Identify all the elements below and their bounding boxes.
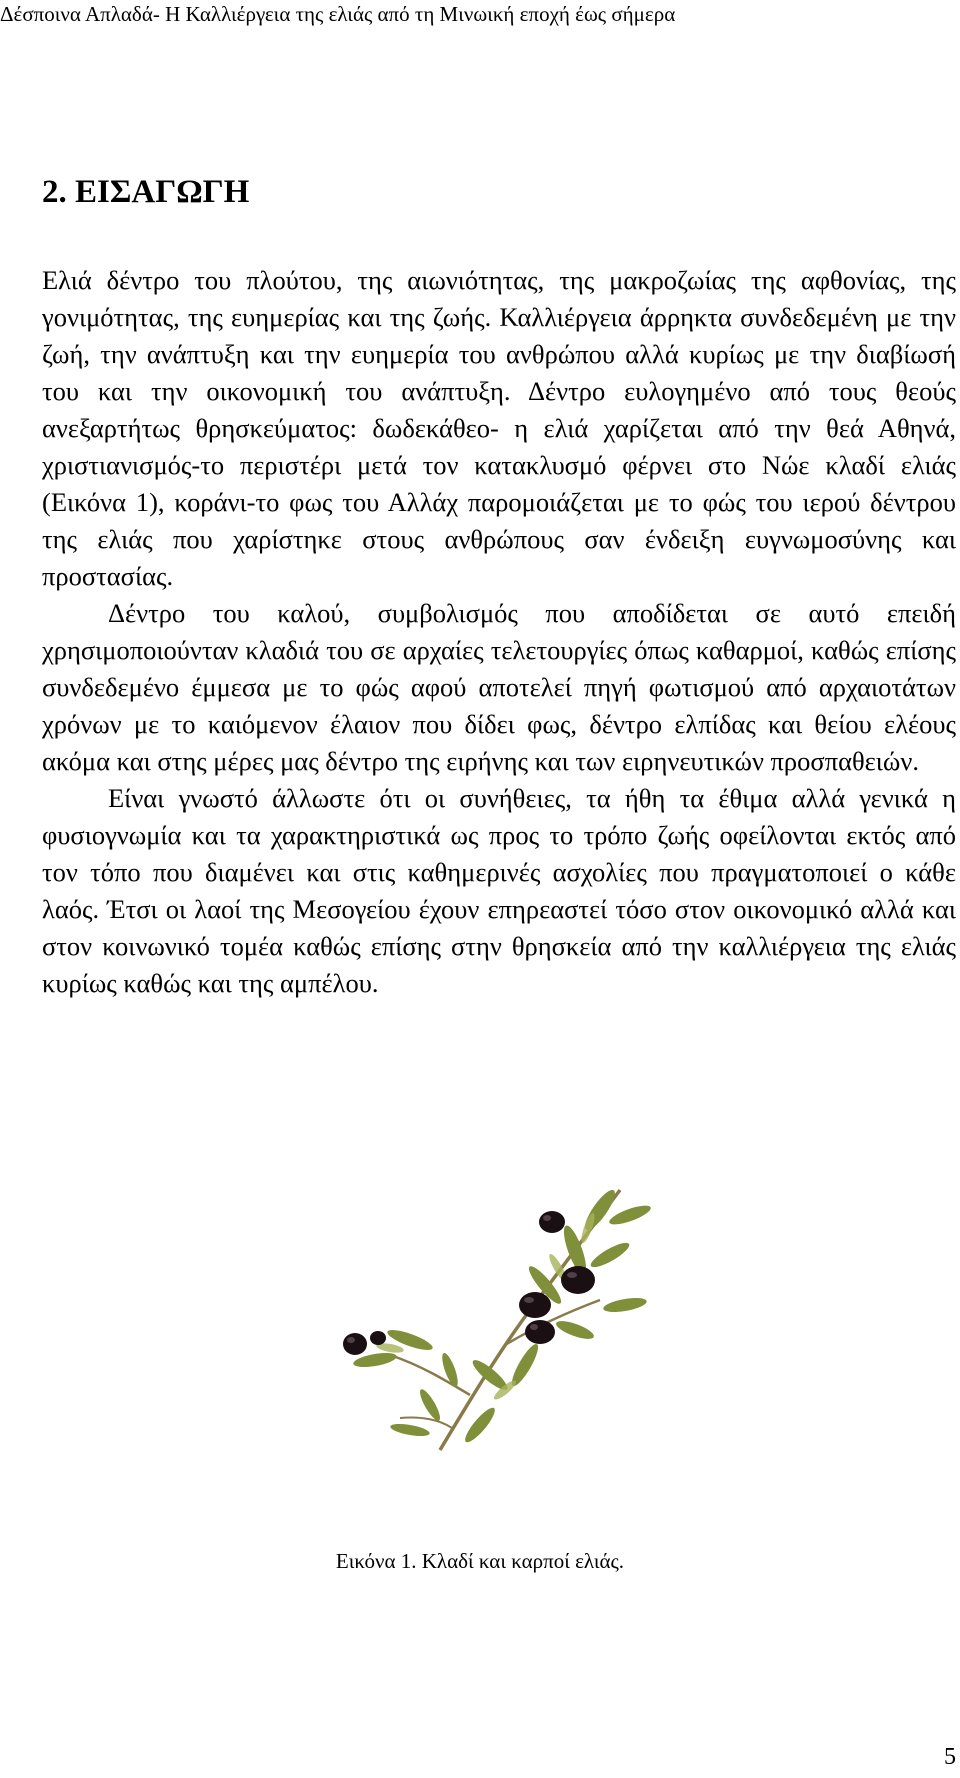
branch-twig-lower xyxy=(390,1355,470,1395)
olive-branch-figure xyxy=(330,1180,660,1470)
olive-fruit xyxy=(561,1266,595,1294)
running-header: Δέσποινα Απλαδά- Η Καλλιέργεια της ελιάς από τη Μινωική εποχή έως σήμερα xyxy=(0,2,676,26)
branch-stem xyxy=(440,1190,620,1450)
olive-fruit xyxy=(343,1333,367,1355)
paragraph-2: Δέντρο του καλού, συμβολισμός που αποδίδεται σε αυτό επειδή χρησιμοποιούνταν κλαδιά του σε αρχαίες τελετουργίες όπως καθαρμοί, καθώς επίσης συνδεδεμένο έμμεσα με το φώς αφού αποτελεί πηγή φωτισμού από αρχαιοτάτων χρόνων με το καιόμενον έλαιον που δίδει φως, δέντρο ελπίδας και θείου ελέους ακόμα και στης μέρες μας δέντρο της ειρήνης και των ειρηνευτικών προσπαθειών. xyxy=(42,598,956,776)
section-heading: 2. ΕΙΣΑΓΩΓΗ xyxy=(42,174,250,210)
page-number: 5 xyxy=(944,1744,956,1770)
olive-fruit xyxy=(519,1292,551,1318)
leaves xyxy=(352,1186,652,1445)
body-text xyxy=(42,262,956,1002)
olive-branch-illustration xyxy=(330,1180,660,1470)
olive-fruit xyxy=(539,1211,565,1233)
olive-fruit xyxy=(370,1331,386,1345)
figure-caption: Εικόνα 1. Κλαδί και καρποί ελιάς. xyxy=(335,1549,625,1573)
paragraph-1: Ελιά δέντρο του πλούτου, της αιωνιότητας, της μακροζωίας της αφθονίας, της γονιμότητας, της ευημερίας και της ζωής. Καλλιέργεια άρρηκτα συνδεδεμένη με την ζωή, την ανάπτυξη και την ευημερία του ανθρώπου αλλά κυρίως με την διαβίωσή του και την οικονομική του ανάπτυξη. Δέντρο ευλογημένο από τους θεούς ανεξαρτήτως θρησκεύματος: δωδεκάθεο- η ελιά χαρίζεται από την θεά Αθηνά, χριστιανισμός-το περιστέρι μετά τον κατακλυσμό φέρνει στο Νώε κλαδί ελιάς (Εικόνα 1), κοράνι-το φως του Αλλάχ παρομοιάζεται με το φώς του ιερού δέντρου της ελιάς που χαρίστηκε στους ανθρώπους σαν ένδειξη ευγνωμοσύνης και προστασίας. xyxy=(42,265,956,591)
olive-fruit xyxy=(525,1320,555,1344)
paragraph-3: Είναι γνωστό άλλωστε ότι οι συνήθειες, τα ήθη τα έθιμα αλλά γενικά η φυσιογνωμία και τα χαρακτηριστικά ως προς το τρόπο ζωής οφείλονται εκτός από τον τόπο που διαμένει και στις καθημερινές ασχολίες που πραγματοποιεί ο κάθε λαός. Έτσι οι λαοί της Μεσογείου έχουν επηρεαστεί τόσο στον οικονομικό αλλά και στον κοινωνικό τομέα καθώς επίσης στην θρησκεία από την καλλιέργεια της ελιάς κυρίως καθώς και της αμπέλου. xyxy=(42,783,956,998)
olives xyxy=(343,1211,595,1355)
